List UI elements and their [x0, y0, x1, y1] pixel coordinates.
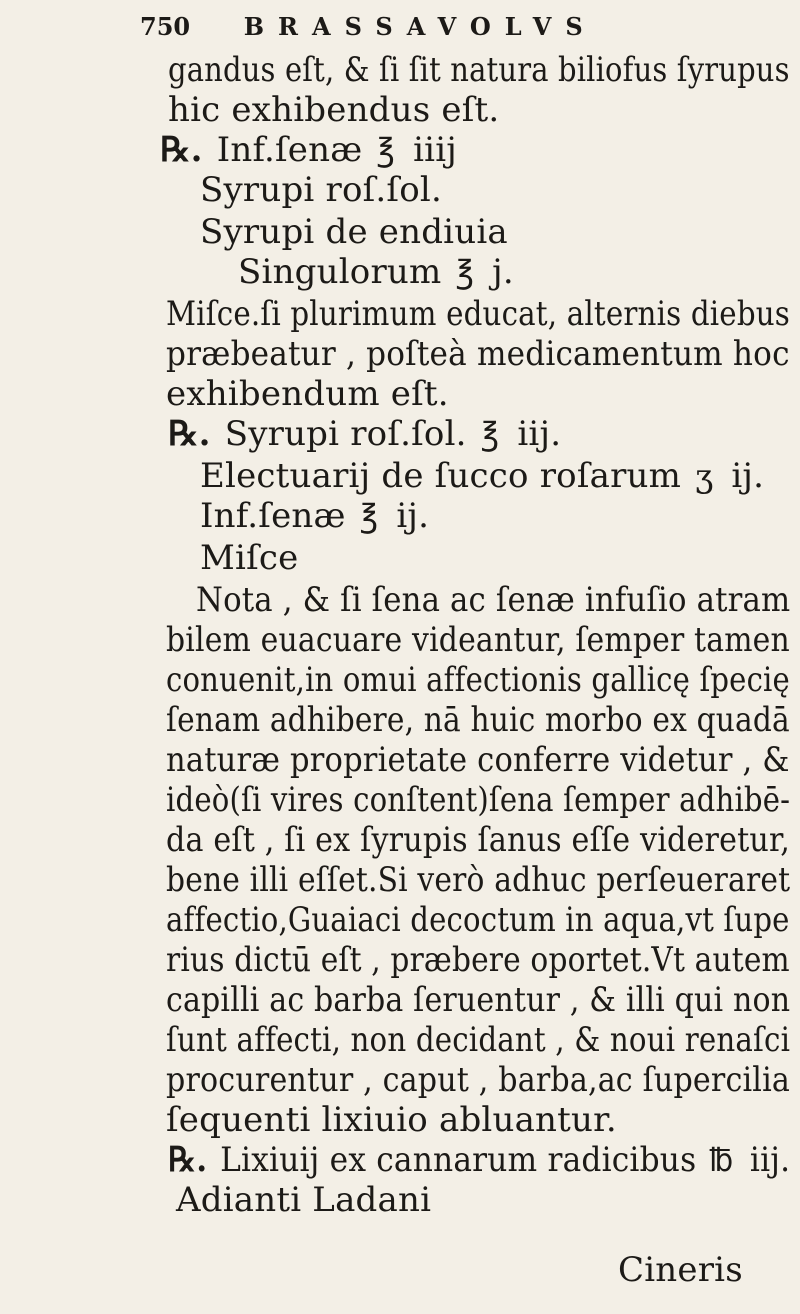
- recipe-line: Singulorum ℥ j.: [238, 252, 514, 292]
- drachm-symbol: ʒ: [695, 457, 714, 495]
- text-line: præbeatur , poſteà medicamentum hoc: [166, 334, 790, 374]
- text-line: affectio,Guaiaci decoctum in aqua,vt ſupe: [166, 900, 790, 940]
- text-line: capilli ac barba ſeruentur , & illi qui non: [166, 980, 791, 1020]
- running-title: BRASSAVOLVS: [243, 12, 597, 41]
- ounce-symbol: ℥: [455, 253, 475, 291]
- recipe-line: ℞. Lixiuij ex cannarum radicibus ℔ iij.: [168, 1140, 791, 1180]
- text-line: rius dictū eſt , præbere oportet.Vt autem: [166, 940, 790, 980]
- recipe-symbol: ℞.: [168, 1140, 208, 1180]
- text-line: gandus eſt, & ſi ſit natura biliofus ſyrupus: [168, 50, 790, 90]
- ounce-symbol: ℥: [359, 497, 379, 535]
- recipe-line: ℞. Syrupi roſ.ſol. ℥ iij.: [168, 414, 562, 454]
- ounce-symbol: ℥: [376, 131, 396, 169]
- text-line: hic exhibendus eſt.: [168, 90, 500, 130]
- text-line: procurentur , caput , barba,ac ſupercilia: [166, 1060, 791, 1100]
- catchword: Cineris: [618, 1250, 743, 1290]
- recipe-line: Electuarij de ſucco roſarum ʒ ij.: [200, 456, 765, 496]
- text-line: Nota , & ſi ſena ac ſenæ infuſio atram: [196, 580, 791, 620]
- text-line: bene illi eſſet.Si verò adhuc perſeueraret: [166, 860, 791, 900]
- text-line: bilem euacuare videantur, ſemper tamen: [166, 620, 790, 660]
- text-line: ſenam adhibere, nā huic morbo ex quadā: [166, 700, 790, 740]
- text-line: conuenit,in omui affectionis gallicę ſpecię: [166, 660, 790, 700]
- text-line: ideò(ſi vires conſtent)ſena ſemper adhibē-: [166, 780, 791, 820]
- recipe-line: ℞. Inf.ſenæ ℥ iiij: [160, 130, 458, 170]
- recipe-symbol: ℞.: [160, 130, 203, 170]
- recipe-line: Inf.ſenæ ℥ ij.: [200, 496, 430, 536]
- folio-number: 750: [140, 12, 191, 41]
- recipe-line: Miſce: [200, 538, 299, 578]
- recipe-line: Adianti Ladani: [176, 1180, 432, 1220]
- recipe-line: Syrupi roſ.ſol.: [200, 170, 442, 210]
- text-line: naturæ proprietate conferre videtur , &: [166, 740, 790, 780]
- recipe-line: Syrupi de endiuia: [200, 212, 508, 252]
- text-line: ſequenti lixiuio abluantur.: [166, 1100, 617, 1140]
- pound-symbol: ℔: [709, 1141, 734, 1179]
- recipe-symbol: ℞.: [168, 414, 211, 454]
- ounce-symbol: ℥: [480, 415, 500, 453]
- page-header: [140, 12, 597, 42]
- text-line: exhibendum eſt.: [166, 374, 449, 414]
- text-line: da eſt , ſi ex ſyrupis ſanus eſſe videretur,: [166, 820, 790, 860]
- text-line: Miſce.ſi plurimum educat, alternis diebus: [166, 294, 791, 334]
- text-line: ſunt affecti, non decidant , & noui renaſci: [166, 1020, 791, 1060]
